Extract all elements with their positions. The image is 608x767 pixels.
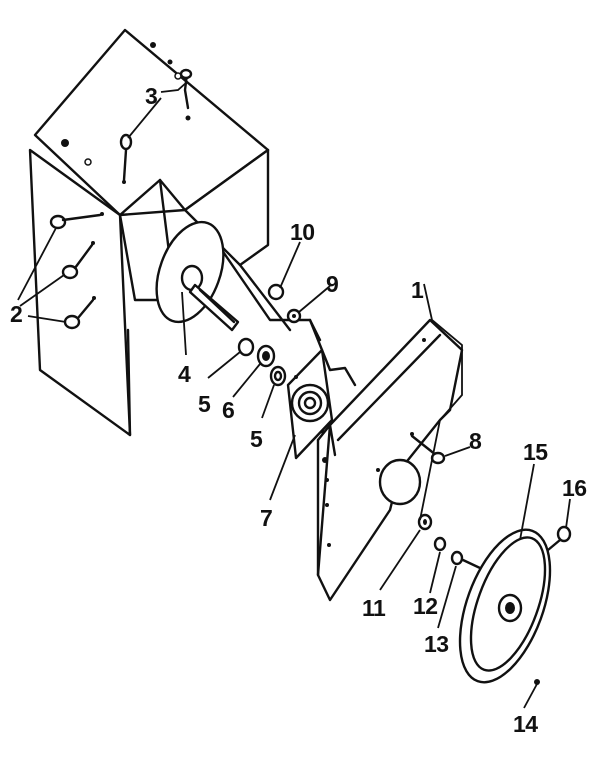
callout-4: 4 (178, 361, 191, 387)
callout-8: 8 (469, 428, 482, 454)
bearing-flange (288, 350, 332, 458)
callout-16: 16 (562, 475, 587, 501)
callout-3: 3 (145, 83, 158, 109)
callout-9: 9 (326, 271, 339, 297)
callout-6: 6 (222, 397, 235, 423)
callout-7: 7 (260, 505, 273, 531)
callout-12: 12 (413, 593, 438, 619)
callout-11: 11 (362, 595, 386, 621)
callout-5-lower: 5 (250, 426, 263, 452)
callout-10: 10 (290, 219, 315, 245)
callout-2: 2 (10, 301, 23, 327)
pulley (442, 518, 570, 694)
callout-14: 14 (513, 711, 538, 737)
callout-5-upper: 5 (198, 391, 211, 417)
callout-1: 1 (411, 277, 424, 303)
callout-13: 13 (424, 631, 449, 657)
callout-15: 15 (523, 439, 548, 465)
bearing-stack (239, 339, 285, 385)
washer-stack (419, 515, 480, 568)
